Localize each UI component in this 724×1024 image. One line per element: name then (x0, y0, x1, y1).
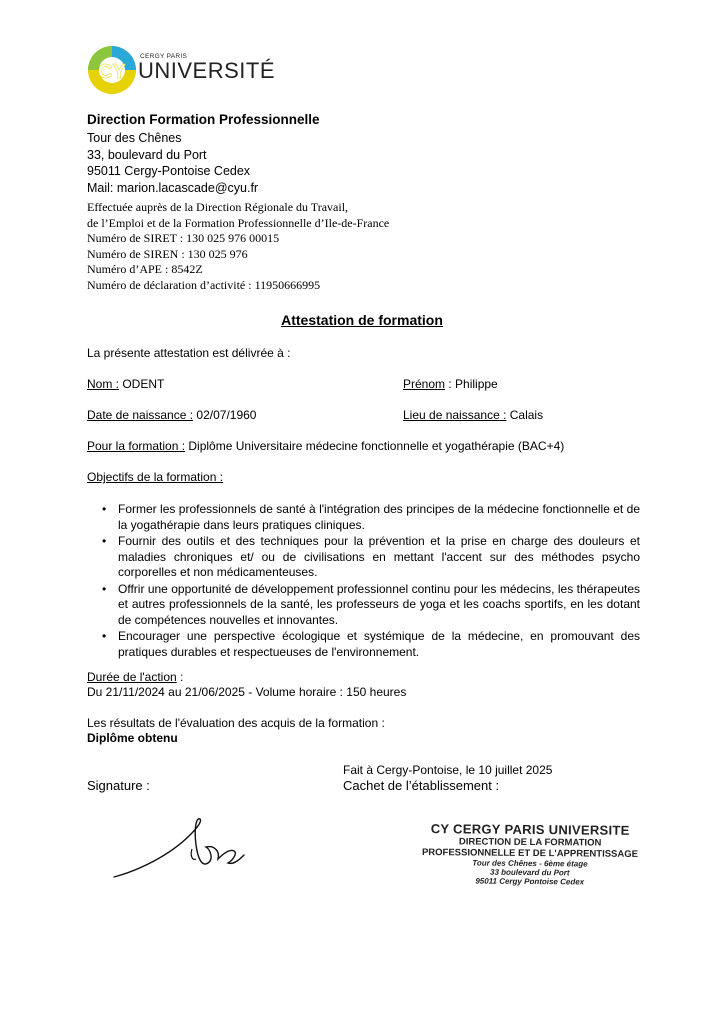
firstname-value: : Philippe (445, 377, 498, 391)
intro-text: La présente attestation est délivrée à : (87, 346, 291, 360)
firstname-label: Prénom (403, 377, 446, 391)
objectives-heading: Objectifs de la formation : (87, 470, 224, 484)
department-name: Direction Formation Professionnelle (87, 112, 320, 127)
name-label: Nom : (87, 377, 120, 391)
email-line: Mail: marion.lacascade@cyu.fr (87, 180, 259, 195)
results-label: Les résultats de l'évaluation des acquis de la formation : (87, 716, 385, 730)
stamp-line: 95011 Cergy Pontoise Cedex (475, 876, 585, 887)
siret-line: Numéro de SIRET : 130 025 976 00015 (87, 231, 280, 245)
cy-logo-mark-icon (86, 44, 140, 96)
signature-label: Signature : (87, 778, 150, 793)
duration-value: Du 21/11/2024 au 21/06/2025 - Volume horaire : 150 heures (87, 685, 407, 699)
legal-info-block (87, 200, 389, 293)
name-field (87, 377, 164, 391)
duration-label: Durée de l'action (87, 670, 177, 684)
list-item: • Encourager une perspective écologique et systémique de la médecine, en promouvant des pratiques durables et respectueuses de l'environnement. (104, 629, 640, 660)
list-item: • Offrir une opportunité de développement professionnel continu pour les médecins, les thérapeutes et autres professionnels de la santé, les professeurs de yoga et les coachs sportifs, en les dotant de compétences nouvelles et innovantes. (104, 582, 640, 629)
objectives-list (104, 502, 640, 661)
address-line: Tour des Chênes (87, 131, 182, 145)
birthplace-label: Lieu de naissance : (403, 408, 507, 422)
duration-label-suffix: : (176, 670, 184, 684)
logo-initials: CY (98, 61, 126, 83)
firstname-field (403, 377, 498, 391)
place-date: Fait à Cergy-Pontoise, le 10 juillet 2025 (343, 763, 553, 777)
declaration-line: Numéro de déclaration d’activité : 11950666995 (87, 277, 321, 292)
birthplace-value: Calais (506, 408, 544, 422)
handwritten-signature (110, 815, 250, 885)
university-logo (86, 44, 276, 96)
ape-line: Numéro d’APE : 8542Z (87, 262, 203, 276)
name-value: ODENT (119, 377, 165, 391)
siren-line: Numéro de SIREN : 130 025 976 (87, 246, 248, 261)
stamp-label: Cachet de l’établissement : (343, 778, 500, 793)
results-value: Diplôme obtenu (87, 731, 178, 745)
birthdate-field (87, 408, 256, 422)
legal-line: de l’Emploi et de la Formation Professionnelle d’Ile-de-France (87, 215, 390, 230)
stamp-line: Tour des Chênes - 6ème étage (472, 858, 588, 869)
birthplace-field (403, 408, 543, 422)
institution-stamp (420, 821, 641, 887)
formation-value: Diplôme Universitaire médecine fonctionnelle et yogathérapie (BAC+4) (185, 439, 565, 453)
logo-small-text: CERGY PARIS (140, 53, 188, 60)
document-title: Attestation de formation (281, 312, 443, 328)
duration-label-line (87, 670, 183, 684)
stamp-line: PROFESSIONNELLE ET DE L'APPRENTISSAGE (421, 847, 639, 860)
address-block (87, 130, 258, 196)
birthdate-label: Date de naissance : (87, 408, 194, 422)
stamp-line: 33 boulevard du Port (490, 867, 570, 878)
formation-field (87, 439, 564, 453)
stamp-line: CY CERGY PARIS UNIVERSITE (430, 821, 630, 838)
list-item: • Former les professionnels de santé à l'intégration des principes de la médecine fonctionnelle et de la yogathérapie dans leurs pratiques cliniques. (104, 502, 640, 533)
birthdate-value: 02/07/1960 (193, 408, 257, 422)
legal-line: Effectuée auprès de la Direction Régionale du Travail, (87, 200, 349, 214)
address-line: 95011 Cergy-Pontoise Cedex (87, 164, 251, 178)
logo-big-text: UNIVERSITÉ (138, 58, 276, 83)
list-item: • Fournir des outils et des techniques pour la prévention et la prise en charge des douleurs et maladies chroniques et/ ou de civilisations en mettant l'accent sur des méthodes psycho corporelles et non médicamenteuses. (104, 534, 640, 581)
formation-label: Pour la formation : (87, 439, 186, 453)
stamp-line: DIRECTION DE LA FORMATION (458, 836, 602, 849)
address-line: 33, boulevard du Port (87, 147, 207, 162)
